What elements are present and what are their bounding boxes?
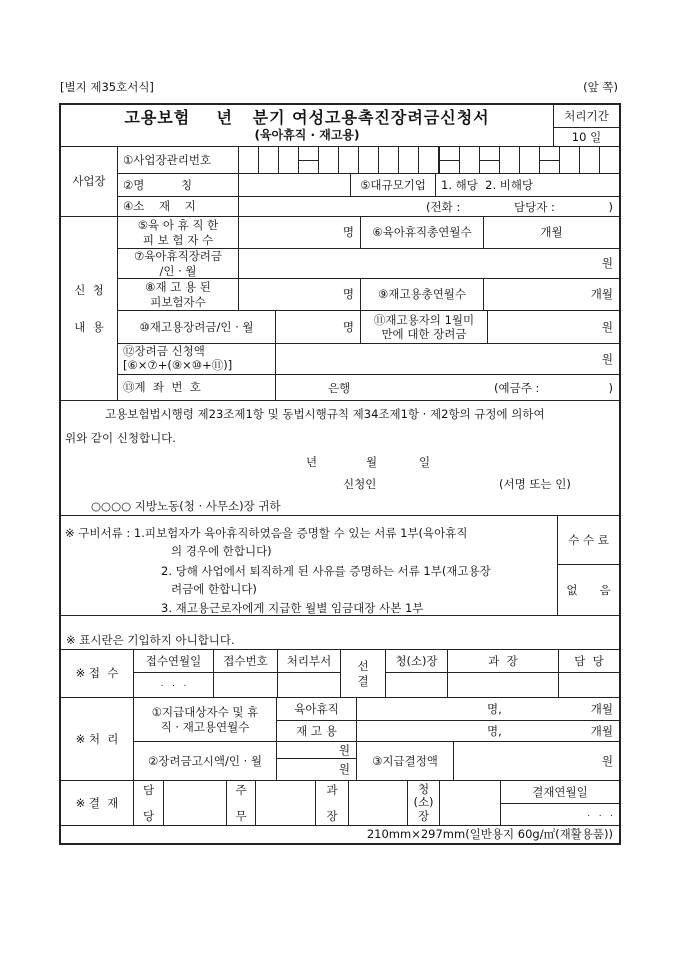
a-chief-sign[interactable]: [348, 780, 408, 826]
f7-input[interactable]: [238, 248, 620, 279]
mgmt-no-separator: [479, 146, 500, 174]
a-staff-1: 담: [142, 783, 155, 797]
receipt-date-input[interactable]: . . .: [133, 672, 214, 698]
unit: 개월: [590, 702, 613, 716]
f12-line-2: [⑥×⑦+(⑨×⑩+⑪)]: [123, 358, 233, 373]
bank-label: 은행: [328, 381, 351, 395]
mgmt-no-separator: [439, 146, 460, 174]
approve-1: 선: [357, 659, 369, 674]
unit: 명: [342, 287, 354, 302]
page-side: (앞 쪽): [583, 80, 618, 94]
mgmt-no-digit-box[interactable]: [559, 146, 580, 174]
f7-line-2: /인 · 월: [159, 263, 197, 278]
a-head-1: 청: [417, 782, 430, 797]
unit: 원: [338, 742, 350, 757]
a-date-label: 결재연월일: [500, 780, 620, 804]
mgmt-no-separator: [298, 146, 319, 174]
holder-label: (예금주 :: [494, 381, 540, 395]
workplace-section: 사업장: [60, 146, 118, 217]
date-year: 년: [306, 455, 318, 469]
a-head-3: 장: [417, 808, 430, 823]
chief-label: 청(소)장: [385, 649, 448, 673]
mgmt-no-digit-box[interactable]: [238, 146, 259, 174]
unit: 원: [601, 351, 613, 366]
leave-input[interactable]: [356, 697, 620, 721]
f9-label: ⑨재고용총연월수: [360, 278, 484, 311]
doc-lead: ※ 구비서류 : 1.피보험자가 육아휴직하였음을 증명할 수 있는 서류 1부(육아휴직: [65, 526, 468, 540]
f10-label: ⑩재고용장려금/인 · 월: [117, 310, 276, 344]
title-main: 고용보험 년 분기 여성고용촉진장려금신청서: [124, 108, 490, 127]
leave-label: 육아휴직: [276, 697, 357, 721]
f6-input[interactable]: [483, 216, 620, 249]
p3-label: ③지급결정액: [356, 741, 454, 781]
p3-input[interactable]: [453, 741, 620, 781]
unit: 원: [601, 753, 613, 768]
f12-label: [117, 343, 276, 375]
approval-vertical-label: [340, 649, 386, 698]
name-label: ②명 칭: [117, 173, 239, 197]
a-main-1: 주: [235, 783, 247, 797]
unit: 명,: [487, 724, 502, 738]
a-date-input[interactable]: . . .: [500, 803, 620, 826]
unit: 개월: [590, 287, 613, 302]
mgmt-no-separator: [539, 146, 560, 174]
period-label: 처리기간: [553, 104, 620, 128]
a-chief-2: 장: [326, 808, 338, 823]
a-main-2: 무: [235, 808, 247, 823]
receipt-date-label: 접수연월일: [133, 649, 214, 673]
office-note: ※ 표시란은 기입하지 아니합니다.: [60, 615, 620, 650]
large-company-label: ⑤대규모기업: [350, 173, 436, 197]
holder-close: ): [608, 381, 613, 395]
receipt-no-label: 접수번호: [213, 649, 278, 673]
section-chief-sign[interactable]: [447, 672, 559, 698]
f11-input[interactable]: [487, 310, 620, 344]
a-main-sign[interactable]: [255, 780, 316, 826]
f8-line-2: 피보험자수: [150, 294, 206, 309]
staff-label: 담 당: [558, 649, 620, 673]
unit: 명,: [487, 702, 502, 716]
section-line-1: 신 청: [74, 283, 104, 298]
mgmt-no-digit-box[interactable]: [579, 146, 600, 174]
a-staff-2: 당: [142, 808, 155, 823]
receipt-no-input[interactable]: [213, 672, 278, 698]
approval-label: ※ 결 재: [60, 780, 134, 826]
rehire-label: 재 고 용: [276, 720, 357, 742]
f13-label: ⑬계 좌 번 호: [117, 374, 276, 401]
f12-input[interactable]: [275, 343, 620, 375]
rehire-input[interactable]: [356, 720, 620, 742]
mgmt-no-digit-box[interactable]: [378, 146, 399, 174]
f5-line-2: 피 보 험 자 수: [142, 232, 214, 247]
application-section: [60, 216, 118, 401]
mgmt-no-digit-box[interactable]: [398, 146, 419, 174]
a-head-label: [407, 780, 440, 826]
recipient: ○○○○ 지방노동(청 · 사무소)장 귀하: [91, 499, 281, 513]
p2-label: ②장려금고시액/인 · 월: [133, 741, 277, 781]
unit: 원: [601, 319, 613, 334]
required-documents: [60, 515, 558, 616]
p2-input-2[interactable]: [276, 758, 357, 781]
address-input[interactable]: [238, 196, 620, 217]
title-sub: (육아휴직 · 재고용): [254, 128, 360, 142]
mgmt-no-digit-box[interactable]: [278, 146, 299, 174]
p2-input-1[interactable]: [276, 741, 357, 759]
phone-label: (전화 :: [426, 200, 461, 214]
a-main-label: [226, 780, 256, 826]
f8-label: [117, 278, 239, 311]
doc-3: 3. 재고용근로자에게 지급한 월별 임금대장 사본 1부: [161, 601, 424, 615]
staff-sign[interactable]: [558, 672, 620, 698]
a-head-sign[interactable]: [439, 780, 501, 826]
mgmt-no-digit-box[interactable]: [499, 146, 520, 174]
address-label: ④소 재 지: [117, 196, 239, 217]
a-head-2: (소): [413, 795, 434, 810]
a-staff-label: [133, 780, 164, 826]
p1-line-2: 직 · 재고용연월수: [160, 719, 250, 734]
manager-label: 담당자 :: [514, 200, 555, 214]
f7-label: [117, 248, 239, 279]
mgmt-no-digit-box[interactable]: [258, 146, 279, 174]
mgmt-no-digit-box[interactable]: [599, 146, 620, 174]
f13-input[interactable]: [275, 374, 620, 401]
f5-label: [117, 216, 239, 249]
f11-label: [360, 310, 488, 344]
f9-input[interactable]: [483, 278, 620, 311]
a-staff-sign[interactable]: [163, 780, 227, 826]
unit: 개월: [590, 724, 613, 738]
sign-label: (서명 또는 인): [499, 477, 571, 491]
mgmt-no-label: ①사업장관리번호: [117, 146, 239, 174]
fee-label: 수 수 료: [557, 515, 620, 565]
mgmt-no-digit-box[interactable]: [358, 146, 379, 174]
mgmt-no-digit-box[interactable]: [318, 146, 339, 174]
a-chief-label: [315, 780, 349, 826]
unit: 원: [338, 762, 350, 777]
dept-input[interactable]: [277, 672, 341, 698]
mgmt-no-digit-box[interactable]: [418, 146, 439, 174]
paper-spec: 210mm×297mm(일반용지 60g/㎡(재활용품)): [60, 825, 620, 844]
f11-line-2: 만에 대한 장려금: [381, 327, 467, 341]
unit: 명: [342, 225, 354, 240]
f11-line-1: ⑪재고용자의 1월미: [373, 312, 475, 327]
period-value: 10 일: [553, 127, 620, 147]
date-month: 월: [366, 455, 378, 469]
doc-1b: 의 경우에 한합니다): [171, 544, 272, 558]
applicant-label: 신청인: [343, 477, 377, 491]
declaration: [60, 400, 620, 516]
date-day: 일: [419, 455, 431, 469]
unit: 명: [342, 319, 354, 334]
decl-line-2: 위와 같이 신청합니다.: [65, 431, 176, 445]
f8-input[interactable]: [238, 278, 361, 311]
name-input[interactable]: [238, 173, 351, 197]
receipt-label: ※ 접 수: [60, 649, 134, 698]
dept-label: 처리부서: [277, 649, 341, 673]
p1-line-1: ①지급대상자수 및 휴: [151, 705, 259, 720]
mgmt-no-digit-box[interactable]: [459, 146, 480, 174]
decl-line-1: 고용보험법시행령 제23조제1항 및 동법시행규칙 제34조제1항 · 제2항의 규정에 의하여: [105, 407, 545, 421]
f7-line-1: ⑦육아휴직장려금: [133, 249, 223, 264]
f8-line-1: ⑧재 고 용 된: [145, 280, 211, 295]
a-chief-1: 과: [326, 783, 338, 797]
unit: 원: [601, 256, 613, 271]
p1-label: [133, 697, 277, 742]
f6-label: ⑥육아휴직총연월수: [360, 216, 484, 249]
approve-2: 결: [357, 673, 369, 688]
doc-2: 2. 당해 사업에서 퇴직하게 된 사유를 증명하는 서류 1부(재고용장: [161, 564, 491, 578]
f12-line-1: ⑫장려금 신청액: [123, 344, 205, 358]
form-number: [별지 제35호서식]: [60, 80, 154, 94]
form-title: [60, 104, 554, 147]
mgmt-no-digit-box[interactable]: [338, 146, 359, 174]
close-paren: ): [608, 200, 613, 214]
process-label: ※ 처 리: [60, 697, 134, 781]
section-line-2: 내 용: [74, 319, 104, 334]
doc-2b: 려금에 한합니다): [171, 582, 257, 596]
mgmt-no-digit-box[interactable]: [519, 146, 540, 174]
f10-input[interactable]: [275, 310, 361, 344]
f5-input[interactable]: [238, 216, 361, 249]
large-company-options[interactable]: 1. 해당 2. 비해당: [435, 173, 620, 197]
section-chief-label: 과 장: [447, 649, 559, 673]
fee-value: 없 음: [557, 564, 620, 616]
f5-line-1: ⑤육 아 휴 직 한: [137, 218, 219, 233]
chief-sign[interactable]: [385, 672, 448, 698]
unit: 개월: [540, 225, 563, 240]
